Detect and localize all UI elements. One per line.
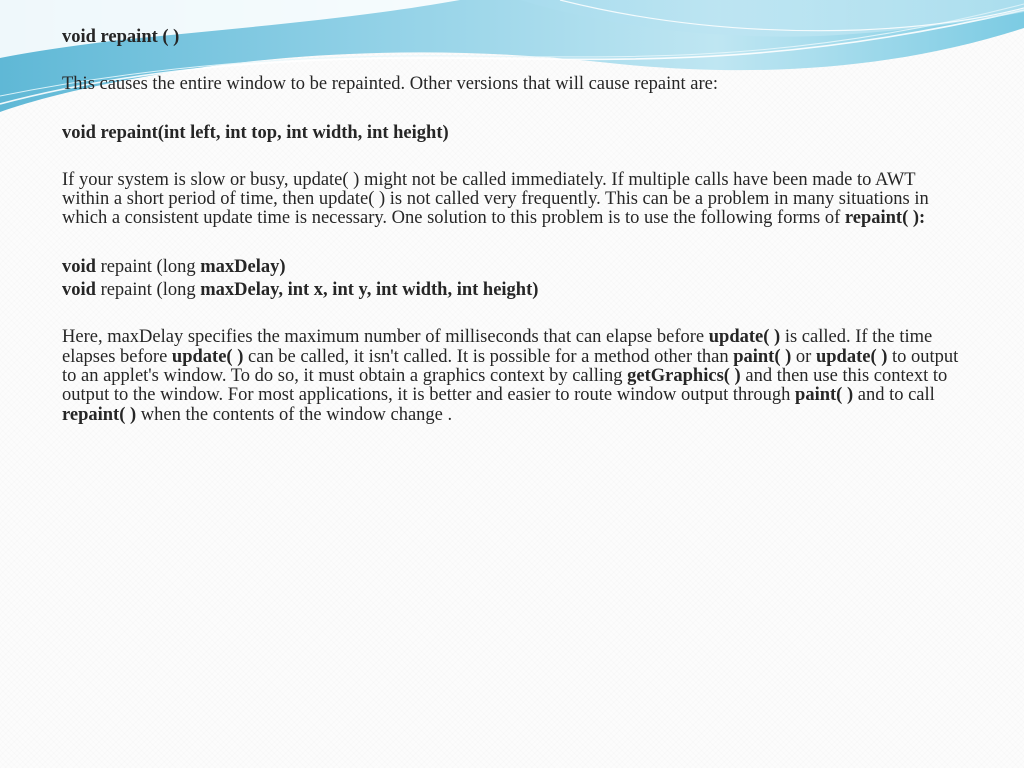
intro-paragraph: This causes the entire window to be repainted. Other versions that will cause repaint are: (62, 74, 719, 95)
repaint-region-signature: void repaint(int left, int top, int width, int height) (62, 122, 449, 143)
maxdelay-signature: void repaint (long maxDelay) (62, 256, 286, 277)
method-heading: void repaint ( ) (62, 27, 180, 47)
maxdelay-explanation-paragraph: Here, maxDelay specifies the maximum number of milliseconds that can elapse before update( ) is called. If the time elapses before update( ) can be called, it isn't called. It is possible for a method other than paint( ) or update( ) to output to an applet's window. To do so, it must obtain a graphics context by calling getGraphics( ) and then use this context to output to the window. For most applications, it is better and easier to route window output through paint( ) and to call repaint( ) when the contents of the window change . (62, 327, 959, 425)
slide-body (62, 28, 962, 425)
maxdelay-region-signature: void repaint (long maxDelay, int x, int y, int width, int height) (62, 280, 539, 301)
slow-system-paragraph: If your system is slow or busy, update( ) might not be called immediately. If multiple calls have been made to AWT within a short period of time, then update( ) is not called very frequently. This can be a problem in many situations in which a consistent update time is necessary. One solution to this problem is to use the following forms of repaint( ): (62, 169, 929, 229)
